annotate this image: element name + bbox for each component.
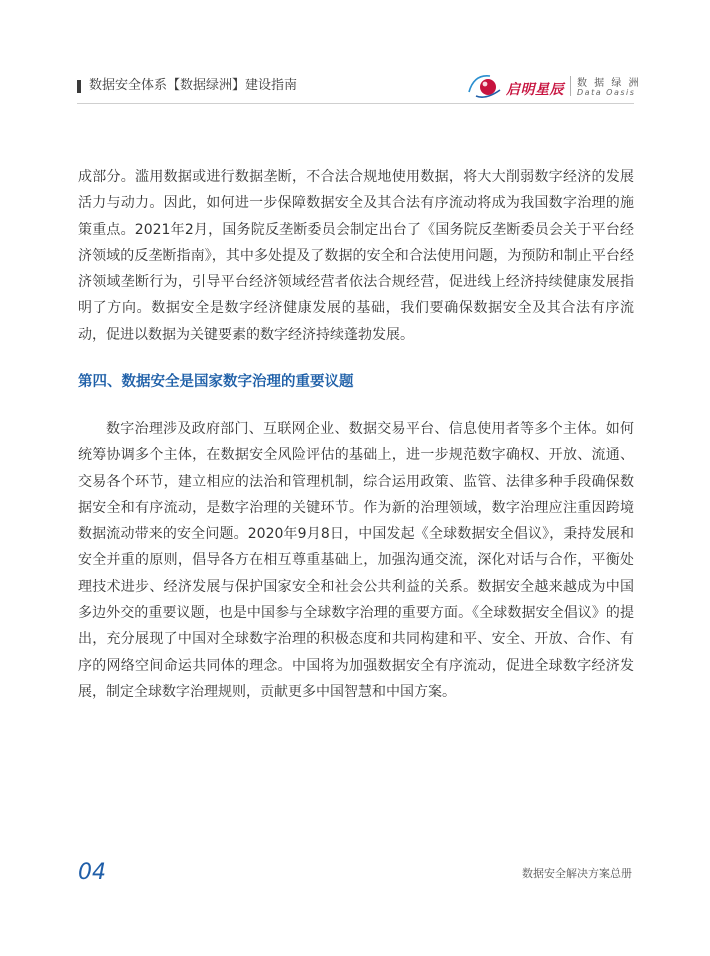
body-paragraph-1: 成部分。滥用数据或进行数据垄断，不合法合规地使用数据，将大大削弱数字经济的发展活力与动力。因此，如何进一步保障数据安全及其合法有序流动将成为我国数字治理的施策重点。2021年2月，国务院反垄断委员会制定出台了《国务院反垄断委员会关于平台经济领域的反垄断指南》，其中多处提及了数据的安全和合法使用问题，为预防和制止平台经济领域垄断行为，引导平台经济领域经营者依法合规经营，促进线上经济持续健康发展指明了方向。数据安全是数字经济健康发展的基础，我们要确保数据安全及其合法有序流动，促进以数据为关键要素的数字经济持续蓬勃发展。 [78, 169, 634, 343]
header-marker-bar [77, 80, 81, 93]
footer-title: 数据安全解决方案总册 [522, 867, 632, 880]
logo-divider [570, 76, 571, 96]
logo-company-name: 启明星辰 [506, 82, 564, 98]
logo-product-name: 数 据 绿 洲 [577, 78, 641, 89]
page-number: 04 [78, 860, 106, 885]
header-divider [77, 103, 634, 104]
page-header [0, 0, 710, 110]
logo-mark-icon [466, 70, 504, 100]
body-paragraph-2: 数字治理涉及政府部门、互联网企业、数据交易平台、信息使用者等多个主体。如何统筹协调多个主体，在数据安全风险评估的基础上，进一步规范数字确权、开放、流通、交易各个环节，建立相应的法治和管理机制，综合运用政策、监管、法律多种手段确保数据安全和有序流动，是数字治理的关键环节。作为新的治理领域，数字治理应注重因跨境数据流动带来的安全问题。2020年9月8日，中国发起《全球数据安全倡议》，秉持发展和安全并重的原则，倡导各方在相互尊重基础上，加强沟通交流，深化对话与合作，平衡处理技术进步、经济发展与保护国家安全和社会公共利益的关系。数据安全越来越成为中国多边外交的重要议题，也是中国参与全球数字治理的重要方面。《全球数据安全倡议》的提出，充分展现了中国对全球数字治理的积极态度和共同构建和平、安全、开放、合作、有序的网络空间命运共同体的理念。中国将为加强数据安全有序流动，促进全球数字经济发展，制定全球数字治理规则，贡献更多中国智慧和中国方案。 [78, 421, 634, 700]
logo-product-english: Data Oasis [577, 88, 636, 97]
brand-logo [466, 70, 641, 104]
section-heading: 第四、数据安全是国家数字治理的重要议题 [78, 374, 354, 390]
header-title: 数据安全体系【数据绿洲】建设指南 [89, 78, 298, 93]
